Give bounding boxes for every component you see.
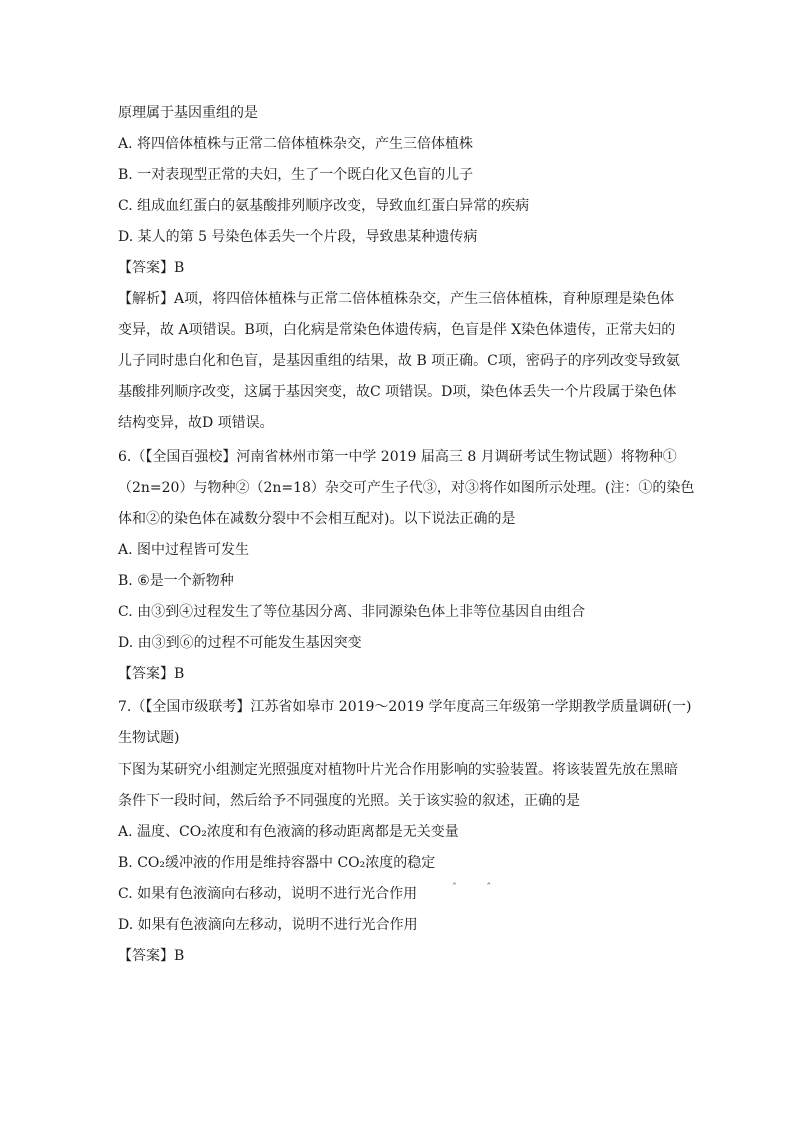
- q5-option-d: D. 某人的第 5 号染色体丢失一个片段，导致患某种遗传病: [118, 229, 478, 245]
- q7-stem-line-1: 7.（【全国市级联考】江苏省如皋市 2019～2019 学年度高三年级第一学期教学质量调研(一): [118, 699, 692, 715]
- q5-answer: 【答案】B: [118, 260, 185, 276]
- q6-stem-line-3: 体和②的染色体在减数分裂中不会相互配对)。以下说法正确的是: [118, 511, 516, 527]
- q6-option-a: A. 图中过程皆可发生: [118, 542, 250, 558]
- q5-option-c: C. 组成血红蛋白的氨基酸排列顺序改变，导致血红蛋白异常的疾病: [118, 198, 530, 214]
- q6-option-d: D. 由③到⑥的过程不可能发生基因突变: [118, 635, 362, 651]
- q5-analysis-line-2: 变异，故 A项错误。B项，白化病是常染色体遗传病，色盲是伴 X染色体遗传，正常夫妇的: [118, 322, 676, 338]
- stray-marks: [452, 883, 517, 894]
- q5-analysis-line-4: 基酸排列顺序改变，这属于基因突变，故C 项错误。D项，染色体丢失一个片段属于染色体: [118, 384, 677, 400]
- q5-analysis-line-5: 结构变异，故D 项错误。: [118, 415, 274, 431]
- q7-option-a: A. 温度、CO₂浓度和有色液滴的移动距离都是无关变量: [118, 824, 459, 840]
- q7-stem-line-4: 条件下一段时间，然后给予不同强度的光照。关于该实验的叙述，正确的是: [118, 793, 580, 809]
- q6-option-b: B. ⑥是一个新物种: [118, 573, 234, 589]
- q5-stem-tail: 原理属于基因重组的是: [118, 105, 258, 121]
- q5-analysis-line-3: 儿子同时患白化和色盲，是基因重组的结果，故 B 项正确。C项，密码子的序列改变导致氨: [118, 353, 680, 369]
- q6-answer: 【答案】B: [118, 666, 185, 682]
- q7-stem-line-3: 下图为某研究小组测定光照强度对植物叶片光合作用影响的实验装置。将该装置先放在黑暗: [118, 762, 678, 778]
- q7-option-c: C. 如果有色液滴向右移动，说明不进行光合作用: [118, 886, 418, 902]
- stray-mark: ˆ: [452, 883, 457, 894]
- q6-option-c: C. 由③到④过程发生了等位基因分离、非同源染色体上非等位基因自由组合: [118, 604, 586, 620]
- stray-mark: ˆ: [486, 883, 492, 894]
- q7-option-d: D. 如果有色液滴向左移动，说明不进行光合作用: [118, 917, 418, 933]
- q5-analysis-line-1: 【解析】A项，将四倍体植株与正常二倍体植株杂交，产生三倍体植株，育种原理是染色体: [118, 291, 675, 307]
- q6-stem-line-2: （2n=20）与物种②（2n=18）杂交可产生子代③，对③将作如图所示处理。(注：①的染色: [118, 480, 695, 496]
- q5-option-a: A. 将四倍体植株与正常二倍体植株杂交，产生三倍体植株: [118, 136, 474, 152]
- q6-stem-line-1: 6.（【全国百强校】河南省林州市第一中学 2019 届高三 8 月调研考试生物试题）将物种①: [118, 449, 677, 465]
- q5-option-b: B. 一对表现型正常的夫妇，生了一个既白化又色盲的儿子: [118, 167, 474, 183]
- q7-answer: 【答案】B: [118, 948, 185, 964]
- q7-stem-line-2: 生物试题): [118, 730, 180, 746]
- q7-option-b: B. CO₂缓冲液的作用是维持容器中 CO₂浓度的稳定: [118, 855, 436, 871]
